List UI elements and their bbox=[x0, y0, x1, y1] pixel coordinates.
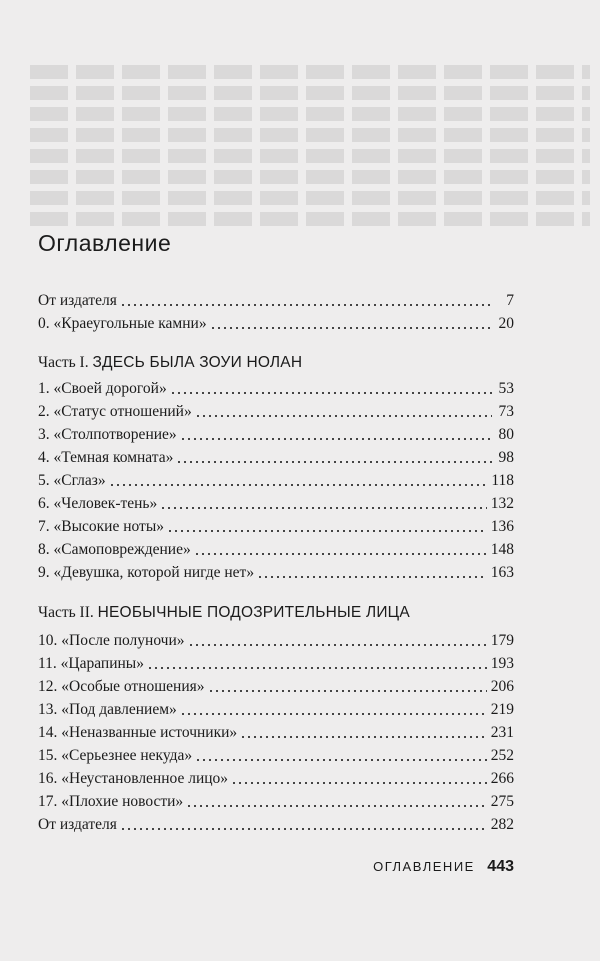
toc-page: 206 bbox=[490, 678, 514, 695]
leader-dots bbox=[240, 736, 487, 738]
toc-page: 193 bbox=[490, 655, 514, 672]
toc-title: 5. «Сглаз» bbox=[38, 472, 106, 489]
toc-row bbox=[38, 812, 514, 834]
toc-row bbox=[38, 628, 514, 650]
leader-dots bbox=[210, 327, 492, 329]
toc-row bbox=[38, 789, 514, 811]
toc-title: 0. «Краеугольные камни» bbox=[38, 315, 207, 332]
leader-dots bbox=[176, 461, 492, 463]
leader-dots bbox=[188, 644, 487, 646]
toc-title: 6. «Человек-тень» bbox=[38, 495, 158, 512]
toc-title: 15. «Серьезнее некуда» bbox=[38, 747, 193, 764]
toc-page: 136 bbox=[490, 518, 514, 535]
toc-row bbox=[38, 399, 514, 421]
toc-row bbox=[38, 560, 514, 582]
leader-dots bbox=[120, 828, 487, 830]
toc-page: 132 bbox=[490, 495, 514, 512]
running-footer bbox=[373, 858, 514, 876]
toc-page: 80 bbox=[498, 426, 514, 443]
toc-title: 10. «После полуночи» bbox=[38, 632, 185, 649]
leader-dots bbox=[257, 576, 487, 578]
toc-title: 1. «Своей дорогой» bbox=[38, 380, 167, 397]
leader-dots bbox=[195, 415, 492, 417]
leader-dots bbox=[186, 805, 487, 807]
toc-row bbox=[38, 674, 514, 696]
toc-page: 20 bbox=[498, 315, 514, 332]
toc-title: 7. «Высокие ноты» bbox=[38, 518, 164, 535]
toc-page: 266 bbox=[490, 770, 514, 787]
toc-row bbox=[38, 288, 514, 310]
toc-row bbox=[38, 422, 514, 444]
toc-title: 8. «Самоповреждение» bbox=[38, 541, 191, 558]
toc-row bbox=[38, 766, 514, 788]
leader-dots bbox=[180, 438, 492, 440]
toc-title: 16. «Неустановленное лицо» bbox=[38, 770, 229, 787]
leader-dots bbox=[231, 782, 487, 784]
toc-row bbox=[38, 514, 514, 536]
toc-title: 12. «Особые отношения» bbox=[38, 678, 205, 695]
toc-row bbox=[38, 651, 514, 673]
toc-row bbox=[38, 376, 514, 398]
toc-page: 73 bbox=[498, 403, 514, 420]
toc-row bbox=[38, 468, 514, 490]
toc-page: 252 bbox=[490, 747, 514, 764]
toc-title: 14. «Неназванные источники» bbox=[38, 724, 238, 741]
toc-title: 11. «Царапины» bbox=[38, 655, 144, 672]
toc-page: 219 bbox=[490, 701, 514, 718]
page-title: Оглавление bbox=[38, 230, 172, 256]
part-label: Часть II. bbox=[38, 604, 94, 621]
leader-dots bbox=[167, 530, 487, 532]
toc-page: 179 bbox=[490, 632, 514, 649]
toc-title: 3. «Столпотворение» bbox=[38, 426, 177, 443]
toc-row bbox=[38, 697, 514, 719]
leader-dots bbox=[194, 553, 487, 555]
leader-dots bbox=[160, 507, 486, 509]
toc-page: 231 bbox=[490, 724, 514, 741]
toc-title: 13. «Под давлением» bbox=[38, 701, 177, 718]
leader-dots bbox=[195, 759, 487, 761]
toc-row bbox=[38, 311, 514, 333]
toc-page: 282 bbox=[490, 816, 514, 833]
leader-dots bbox=[109, 484, 488, 486]
part-heading bbox=[38, 354, 302, 372]
toc-page: 53 bbox=[498, 380, 514, 397]
toc-page: 148 bbox=[490, 541, 514, 558]
toc-row bbox=[38, 445, 514, 467]
part-title: НЕОБЫЧНЫЕ ПОДОЗРИТЕЛЬНЫЕ ЛИЦА bbox=[97, 604, 410, 621]
leader-dots bbox=[180, 713, 487, 715]
show-through-text bbox=[30, 58, 590, 258]
part-title: ЗДЕСЬ БЫЛА ЗОУИ НОЛАН bbox=[92, 354, 303, 371]
leader-dots bbox=[120, 304, 492, 306]
toc-page: 98 bbox=[498, 449, 514, 466]
toc-title: От издателя bbox=[38, 292, 117, 309]
toc-page: 163 bbox=[490, 564, 514, 581]
toc-page: 118 bbox=[491, 472, 514, 489]
toc-row bbox=[38, 743, 514, 765]
toc-title: 17. «Плохие новости» bbox=[38, 793, 184, 810]
toc-title: От издателя bbox=[38, 816, 117, 833]
leader-dots bbox=[208, 690, 487, 692]
toc-page: 275 bbox=[490, 793, 514, 810]
toc-row bbox=[38, 537, 514, 559]
toc-title: 4. «Темная комната» bbox=[38, 449, 174, 466]
toc-title: 9. «Девушка, которой нигде нет» bbox=[38, 564, 255, 581]
toc-title: 2. «Статус отношений» bbox=[38, 403, 192, 420]
part-label: Часть I. bbox=[38, 354, 89, 371]
leader-dots bbox=[147, 667, 487, 669]
toc-page: 7 bbox=[506, 292, 514, 309]
page-number: 443 bbox=[487, 858, 514, 875]
part-heading bbox=[38, 604, 410, 622]
toc-row bbox=[38, 491, 514, 513]
footer-label: ОГЛАВЛЕНИЕ bbox=[373, 859, 475, 874]
leader-dots bbox=[170, 392, 492, 394]
toc-row bbox=[38, 720, 514, 742]
